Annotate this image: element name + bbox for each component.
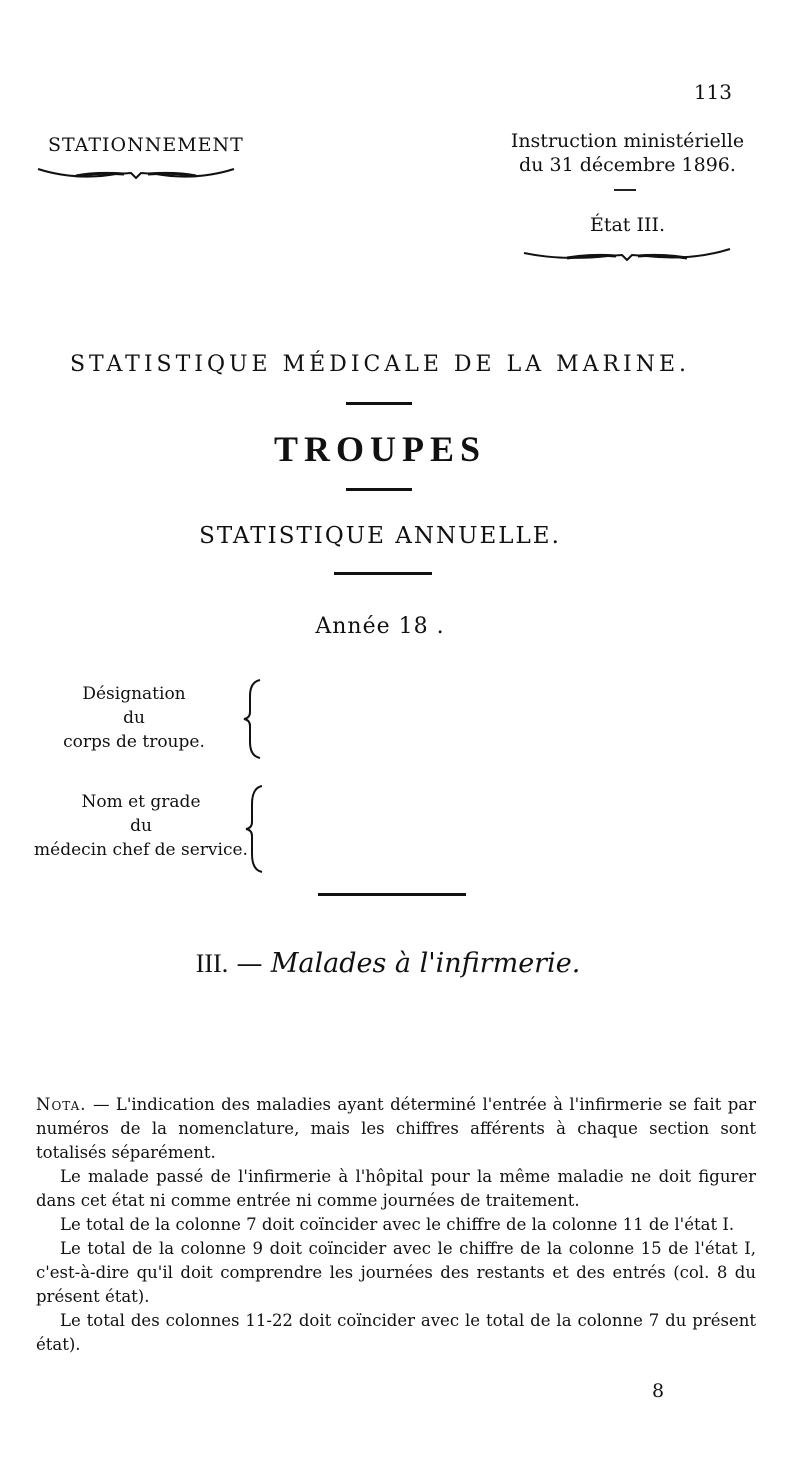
main-title: STATISTIQUE MÉDICALE DE LA MARINE. <box>69 352 691 377</box>
designation-line-1: Désignation <box>82 684 186 704</box>
brace-designation <box>242 678 266 760</box>
nota-paragraph-5: Le total des colonnes 11-22 doit coïncider avec le total de la colonne 7 du présent état). <box>36 1311 756 1354</box>
nota-label: Nota. <box>36 1095 87 1114</box>
medecin-line-3: médecin chef de service. <box>34 840 248 860</box>
section-title: Malades à l'infirmerie. <box>270 948 581 979</box>
medecin-line-2: du <box>130 816 152 836</box>
troupes-heading: TROUPES <box>273 429 487 469</box>
signature-mark: 8 <box>652 1380 665 1402</box>
nota-text-1: — L'indication des maladies ayant déterminé l'entrée à l'infirmerie se fait par numéros de la nomenclature, mais les chiffres afférents à chaque section sont totalisés séparément. <box>36 1095 757 1162</box>
medecin-line-1: Nom et grade <box>81 792 201 812</box>
nota-paragraph-2: Le malade passé de l'infirmerie à l'hôpital pour la même maladie ne doit figurer dans cet état ni comme entrée ni comme journées de traitement. <box>36 1167 756 1210</box>
section-number: III. <box>195 949 229 978</box>
section-dash: — <box>236 949 263 979</box>
ornament-rule-left <box>36 165 236 179</box>
nota-paragraph-4: Le total de la colonne 9 doit coïncider avec le chiffre de la colonne 15 de l'état I, c'est-à-dire qu'il doit comprendre les journées des restants et des entrés (col. 8 du présent état). <box>36 1239 756 1306</box>
instruction-line-2: du 31 décembre 1896. <box>519 154 736 176</box>
medecin-field-label <box>26 790 256 862</box>
brace-medecin <box>244 784 268 874</box>
instruction-dash <box>614 189 636 191</box>
annual-statistics-heading: STATISTIQUE ANNUELLE. <box>199 523 561 549</box>
title-rule-1 <box>346 402 412 405</box>
title-rule-2 <box>346 488 412 491</box>
page-number: 113 <box>693 80 732 104</box>
designation-line-2: du <box>123 708 145 728</box>
designation-field-label <box>40 682 228 754</box>
etat-label: État III. <box>589 214 666 236</box>
title-rule-3 <box>334 572 432 575</box>
designation-line-3: corps de troupe. <box>63 732 205 752</box>
ornament-rule-right <box>522 247 732 261</box>
section-heading <box>0 948 776 979</box>
year-label: Année 18 . <box>315 614 445 639</box>
nota-block <box>36 1093 756 1357</box>
instruction-line-1: Instruction ministérielle <box>510 130 745 152</box>
instruction-block <box>505 129 750 177</box>
section-rule <box>318 893 466 896</box>
nota-paragraph-3: Le total de la colonne 7 doit coïncider avec le chiffre de la colonne 11 de l'état I. <box>60 1215 735 1234</box>
nota-paragraph-1 <box>36 1093 756 1165</box>
stationnement-heading: STATIONNEMENT <box>48 134 244 156</box>
